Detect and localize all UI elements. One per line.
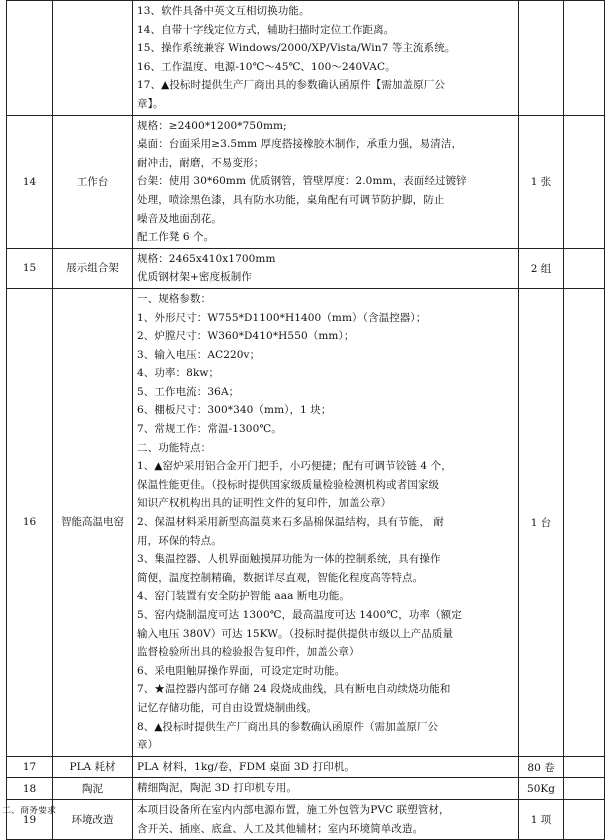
item-specification (133, 756, 519, 778)
item-name: 展示组合架 (53, 248, 133, 288)
spec-line: 1、▲窑炉采用铝合金开门把手，小巧便捷；配有可调节铰链 4 个， (137, 460, 452, 473)
spec-line: 输入电压 380V）可达 15KW。（投标时提供提供市级以上产品质量 (137, 627, 454, 640)
spec-line: 配工作凳 6 个。 (137, 231, 215, 244)
spec-line: 4、窑门装置有安全防护智能 aaa 断电功能。 (137, 590, 350, 603)
item-name: PLA 耗材 (53, 756, 133, 778)
spec-line: 17、▲投标时提供生产厂商出具的参数确认函原件【需加盖原厂公 (137, 79, 445, 92)
spec-line: PLA 材料，1kg/卷，FDM 桌面 3D 打印机。 (137, 760, 356, 773)
spec-line: 含开关、插座、底盒、人工及其他辅材；室内环境简单改造。 (137, 822, 424, 835)
row-number: 16 (7, 288, 53, 756)
spec-line: 二、功能特点： (137, 441, 212, 454)
spec-line: 章） (137, 739, 159, 752)
spec-line: 保温性能更佳。（投标时提供国家级质量检验检测机构或者国家级 (137, 478, 440, 491)
spec-line: 优质钢材架+密度板制作 (137, 271, 252, 284)
empty-cell (564, 756, 605, 778)
empty-cell (564, 799, 605, 839)
empty-cell (564, 778, 605, 800)
item-specification (133, 248, 519, 288)
item-name: 工作台 (53, 115, 133, 248)
item-specification (133, 288, 519, 756)
spec-line: 桌面：台面采用≥3.5mm 厚度搭接橡胶木制作，承重力强，易清洁， (137, 138, 463, 151)
spec-line: 处理，喷涂黑色漆，具有防水功能，桌角配有可调节防护脚，防止 (137, 193, 445, 206)
item-quantity: 80 卷 (519, 756, 564, 778)
spec-line: 6、棚板尺寸：300*340（mm），1 块； (137, 404, 332, 417)
item-name (53, 1, 133, 116)
item-name: 智能高温电窑 (53, 288, 133, 756)
table-row (7, 115, 605, 248)
item-quantity: 1 项 (519, 799, 564, 839)
empty-cell (564, 115, 605, 248)
table-row (7, 288, 605, 756)
item-name: 陶泥 (53, 778, 133, 800)
spec-line: 噪音及地面刮花。 (137, 212, 222, 225)
spec-line: 14、自带十字线定位方式，辅助扫描时定位工作距离。 (137, 23, 395, 36)
spec-line: 台架：使用 30*60mm 优质钢管，管壁厚度：2.0mm，表面经过镀锌 (137, 175, 467, 188)
item-specification (133, 1, 519, 116)
row-number: 19 (7, 799, 53, 839)
procurement-spec-table (6, 0, 605, 840)
empty-cell (564, 248, 605, 288)
item-quantity: 1 台 (519, 288, 564, 756)
spec-line: 本项目设备所在室内内部电源布置，施工外包管为PVC 联塑管材， (137, 803, 450, 816)
spec-line: 16、工作温度、电源-10℃～45℃、100～240VAC。 (137, 60, 396, 73)
spec-line: 15、操作系统兼容 Windows/2000/XP/Vista/Win7 等主流系统。 (137, 42, 456, 55)
row-number: 17 (7, 756, 53, 778)
section-heading-fragment: 二、商务要求 (2, 806, 57, 814)
empty-cell (564, 1, 605, 116)
item-quantity: 2 组 (519, 248, 564, 288)
spec-line: 2、炉膛尺寸：W360*D410*H550（mm）； (137, 330, 355, 343)
table-row (7, 778, 605, 800)
spec-line: 简便，温度控制精确，数据详尽直观，智能化程度高等特点。 (137, 571, 424, 584)
spec-line: 6、采电阻触屏操作界面，可设定定时功能。 (137, 664, 346, 677)
spec-line: 章】。 (137, 97, 164, 110)
spec-line: 耐冲击，耐磨，不易变形； (137, 156, 265, 169)
spec-line: 7、常规工作：常温-1300℃。 (137, 423, 282, 436)
spec-line: 5、工作电流：36A； (137, 385, 240, 398)
table-row (7, 756, 605, 778)
spec-line: 规格：2465x410x1700mm (137, 252, 276, 265)
item-quantity (519, 1, 564, 116)
spec-line: 规格：≥2400*1200*750mm; (137, 119, 287, 132)
table-body (7, 1, 605, 840)
table-row (7, 1, 605, 116)
item-specification (133, 799, 519, 839)
spec-line: 用，环保的特点。 (137, 534, 222, 547)
row-number (7, 1, 53, 116)
spec-line: 2、保温材料采用新型高温莫来石多晶棉保温结构，具有节能， 耐 (137, 516, 445, 529)
item-specification (133, 778, 519, 800)
spec-line: 4、功率：8kw； (137, 367, 220, 380)
row-number: 15 (7, 248, 53, 288)
item-quantity: 1 张 (519, 115, 564, 248)
table-row (7, 248, 605, 288)
table-row (7, 799, 605, 839)
spec-line: 13、软件具备中英文互相切换功能。 (137, 5, 310, 17)
empty-cell (564, 288, 605, 756)
item-specification (133, 115, 519, 248)
spec-line: 5、窑内烧制温度可达 1300℃，最高温度可达 1400℃，功率（额定 (137, 609, 462, 621)
spec-line: 3、集温控器、人机界面触摸屏功能为一体的控制系统，具有操作 (137, 553, 441, 566)
spec-line: 一、规格参数： (137, 292, 212, 305)
spec-line: 知识产权机构出具的证明性文件的复印件，加盖公章） (137, 497, 392, 510)
spec-line: 1、外形尺寸：W755*D1100*H1400（mm）（含温控器）； (137, 311, 427, 324)
spec-line: 记忆存储功能，可自由设置烧制曲线。 (137, 701, 318, 714)
row-number: 18 (7, 778, 53, 800)
item-name: 环境改造 (53, 799, 133, 839)
spec-line: 监督检验所出具的检验报告复印件，加盖公章） (137, 646, 360, 659)
row-number: 14 (7, 115, 53, 248)
spec-line: 精细陶泥，陶泥 3D 打印机专用。 (137, 782, 297, 795)
spec-line: 7、★温控器内部可存储 24 段烧成曲线，具有断电自动续烧功能和 (137, 683, 451, 696)
spec-line: 8、▲投标时提供生产厂商出具的参数确认函原件（需加盖原厂公 (137, 720, 439, 733)
spec-line: 3、输入电压：AC220v； (137, 348, 261, 361)
item-quantity: 50Kg (519, 778, 564, 800)
